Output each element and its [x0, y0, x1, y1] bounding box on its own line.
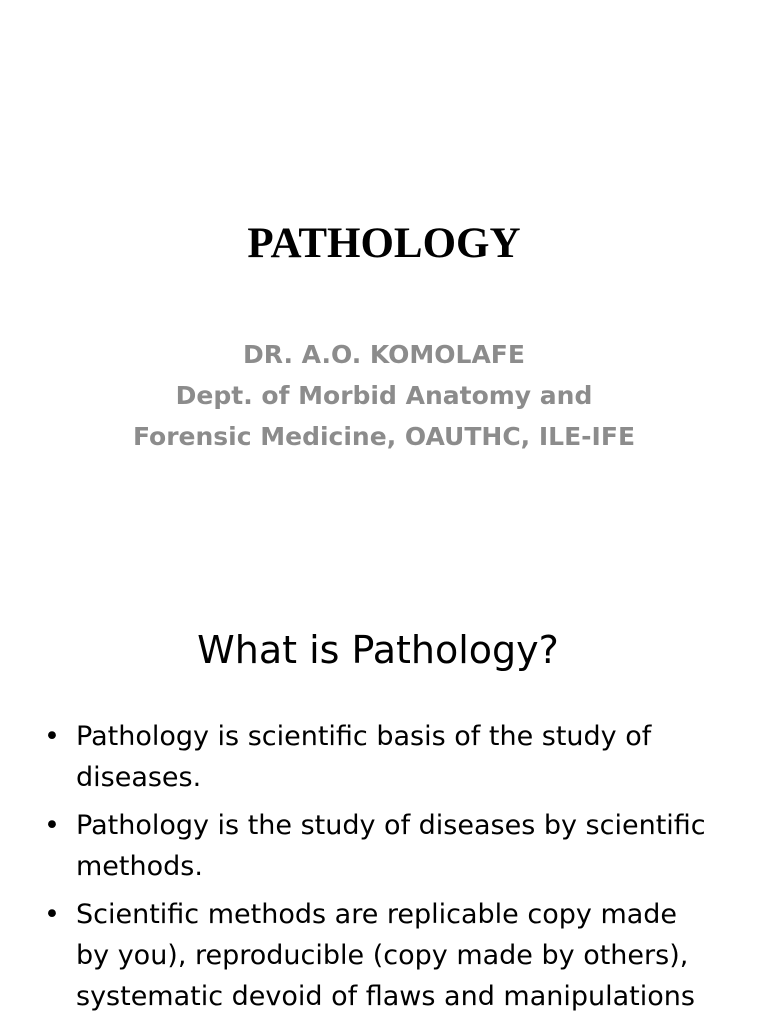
bullet-item	[0, 805, 768, 887]
presentation-title: PATHOLOGY	[247, 220, 521, 267]
bullet-text-line: systematic devoid of flaws and manipulations	[76, 981, 695, 1012]
presenter-name: DR. A.O. KOMOLAFE	[243, 340, 525, 369]
presenter-department: Dept. of Morbid Anatomy and	[175, 381, 593, 410]
bullet-dot-icon: •	[44, 810, 60, 841]
bullet-text-line: methods.	[76, 851, 203, 882]
bullet-text-line: diseases.	[76, 762, 202, 793]
bullet-dot-icon: •	[44, 721, 60, 752]
slide-heading: What is Pathology?	[197, 628, 559, 672]
bullet-dot-icon: •	[44, 899, 60, 930]
content-slide	[0, 576, 768, 1024]
bullet-text-line: by you), reproducible (copy made by others),	[76, 940, 689, 971]
bullet-text-line: Pathology is the study of diseases by scientific	[76, 810, 706, 841]
bullet-item	[0, 716, 768, 798]
bullet-item	[0, 894, 768, 1017]
bullet-text-line: Pathology is scientific basis of the study of	[76, 721, 652, 752]
bullet-list	[0, 716, 768, 1024]
presenter-institution: Forensic Medicine, OAUTHC, ILE-IFE	[132, 422, 636, 451]
presenter-subtitle	[0, 334, 768, 457]
bullet-text-line: Scientific methods are replicable copy made	[76, 899, 678, 930]
